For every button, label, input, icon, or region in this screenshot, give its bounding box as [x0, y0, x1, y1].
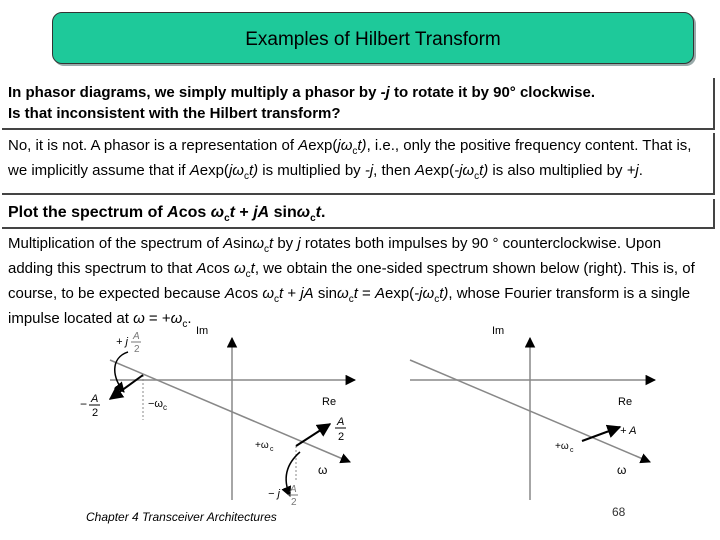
left-omega-axis: [110, 360, 350, 462]
left-plus-j-label: + j: [116, 336, 128, 348]
q1-text-2: to rotate it by 90° clockwise.: [389, 84, 596, 101]
a2-sub: c: [182, 319, 188, 330]
slide-title: Examples of Hilbert Transform: [245, 29, 501, 50]
footer-chapter: Chapter 4 Transceiver Architectures: [86, 510, 277, 524]
a2-expr: t: [279, 285, 284, 302]
a2-expr: exp(: [384, 285, 415, 302]
a1-expr: exp(: [199, 162, 229, 179]
a2-sub: c: [348, 294, 354, 305]
q2-expr: t: [315, 204, 321, 221]
left-minus-A: A: [91, 393, 99, 405]
left-pos-impulse-arrow: [296, 424, 330, 446]
a2-expr: sin: [233, 235, 253, 252]
q1-text: In phasor diagrams, we simply multiply a phasor by: [8, 84, 381, 101]
a2-expr: cos: [234, 285, 263, 302]
left-neg-impulse-arrow: [110, 375, 143, 399]
q2-sub: c: [310, 213, 316, 225]
a1-expr: A: [189, 162, 200, 179]
a2-text: , whose Fourier transform is a single impulse located at: [8, 285, 691, 327]
a2-sub: c: [434, 294, 440, 305]
q1-j: -j: [380, 84, 390, 101]
right-pos-wc-sub: c: [570, 447, 574, 454]
a1-text: , i.e., only the positive frequency content. That is, we implicitly assume that if: [8, 137, 692, 179]
a2-text: Multiplication of the spectrum of: [8, 235, 224, 252]
page-number: 68: [612, 505, 626, 519]
a1-expr: -j: [364, 162, 374, 179]
a2-text: rotates both impulses by 90 ° counterclockwise. Upon adding this spectrum to that: [8, 235, 662, 277]
a2-expr: t: [250, 260, 255, 277]
left-pos-A: A: [337, 416, 345, 428]
left-minus-two: 2: [92, 407, 99, 419]
q1-line-2: Is that inconsistent with the Hilbert transform?: [8, 105, 341, 122]
q2-expr: jA: [253, 204, 270, 221]
a1-text: , then: [373, 162, 415, 179]
right-omega-label: ω: [617, 463, 627, 477]
a2-expr: ω: [262, 285, 275, 302]
a2-text: , we obtain the one-sided spectrum shown below (right). This is, of course, to be expected because: [8, 260, 695, 302]
a1-text: is multiplied by: [258, 162, 365, 179]
a1-expr: jω: [337, 137, 353, 154]
left-minus-label: −: [80, 397, 88, 411]
right-impulse-arrow: [582, 427, 620, 441]
a1-expr: t): [357, 137, 367, 154]
left-minus-j-label: − j: [268, 488, 280, 500]
a2-expr: ω: [337, 285, 349, 302]
a2-expr: ω: [133, 310, 145, 327]
a2-expr: ω: [170, 310, 183, 327]
a1-expr: t): [479, 162, 489, 179]
q2-expr: +: [234, 204, 254, 221]
a2-expr: ω: [252, 235, 264, 252]
left-neg-wc-label: −ω: [148, 398, 164, 410]
a2-sub: c: [264, 244, 269, 255]
a1-expr: exp(: [308, 137, 338, 154]
a1-sub: c: [352, 146, 358, 157]
left-rotate-arrow-ccw: [115, 352, 128, 392]
right-im-label: Im: [492, 325, 505, 337]
a2-expr: A: [196, 260, 207, 277]
a2-expr: j: [297, 235, 301, 252]
q2-expr: ω: [210, 204, 225, 221]
a1-text: is also multiplied by: [488, 162, 627, 179]
left-re-label: Re: [322, 396, 337, 408]
a2-expr: sin: [313, 285, 337, 302]
left-neg-wc-sub: c: [163, 403, 167, 412]
a1-expr: exp(: [424, 162, 455, 179]
a2-text: .: [187, 310, 192, 327]
a2-expr: t): [439, 285, 449, 302]
q2-expr: A: [167, 204, 179, 221]
a2-expr: jA: [300, 285, 314, 302]
a2-text: by: [273, 235, 298, 252]
a1-expr: A: [414, 162, 425, 179]
a2-expr: t: [269, 235, 274, 252]
a2-expr: A: [224, 285, 235, 302]
q2-sub: c: [224, 213, 230, 225]
q2-expr: sin: [269, 204, 297, 221]
a1-expr: t): [248, 162, 259, 179]
left-minusj-two: 2: [291, 497, 297, 508]
a2-text: +: [283, 285, 301, 302]
a1-text: No, it is not. A phasor is a representation of: [8, 137, 299, 154]
left-im-label: Im: [196, 325, 209, 337]
a1-sub: c: [243, 171, 249, 182]
left-phasor-diagram: [80, 325, 355, 508]
left-pos-wc-sub: c: [270, 446, 274, 453]
right-phasor-diagram: [410, 325, 655, 500]
q2-expr: t: [229, 204, 235, 221]
left-pos-wc-label: +ω: [255, 440, 269, 451]
a1-text: .: [638, 162, 643, 179]
a2-text: =: [357, 285, 375, 302]
q2-text: Plot the spectrum of: [8, 204, 168, 221]
left-minusj-A: A: [290, 484, 297, 495]
a1-expr: -jω: [454, 162, 475, 179]
right-plus-A-label: + A: [620, 425, 637, 437]
a2-expr: t: [353, 285, 358, 302]
a1-expr: A: [298, 137, 309, 154]
a2-expr: -jω: [414, 285, 435, 302]
a2-expr: ω: [233, 260, 246, 277]
a2-expr: cos: [206, 260, 234, 277]
q2-expr: cos: [178, 204, 211, 221]
left-plusj-two: 2: [134, 344, 140, 355]
a2-sub: c: [274, 294, 280, 305]
q2-expr: ω: [296, 204, 311, 221]
a1-expr: +j: [626, 162, 639, 179]
a2-expr: A: [223, 235, 234, 252]
q2-text: .: [321, 204, 326, 221]
a2-sub: c: [245, 269, 251, 280]
right-pos-wc-label: +ω: [555, 441, 569, 452]
left-pos-two: 2: [338, 431, 345, 443]
a2-expr: = +: [144, 310, 171, 327]
a1-expr: jω: [228, 162, 244, 179]
left-plusj-A: A: [133, 331, 140, 342]
a2-expr: A: [374, 285, 385, 302]
a1-sub: c: [474, 171, 480, 182]
left-omega-label: ω: [318, 463, 328, 477]
right-re-label: Re: [618, 396, 633, 408]
